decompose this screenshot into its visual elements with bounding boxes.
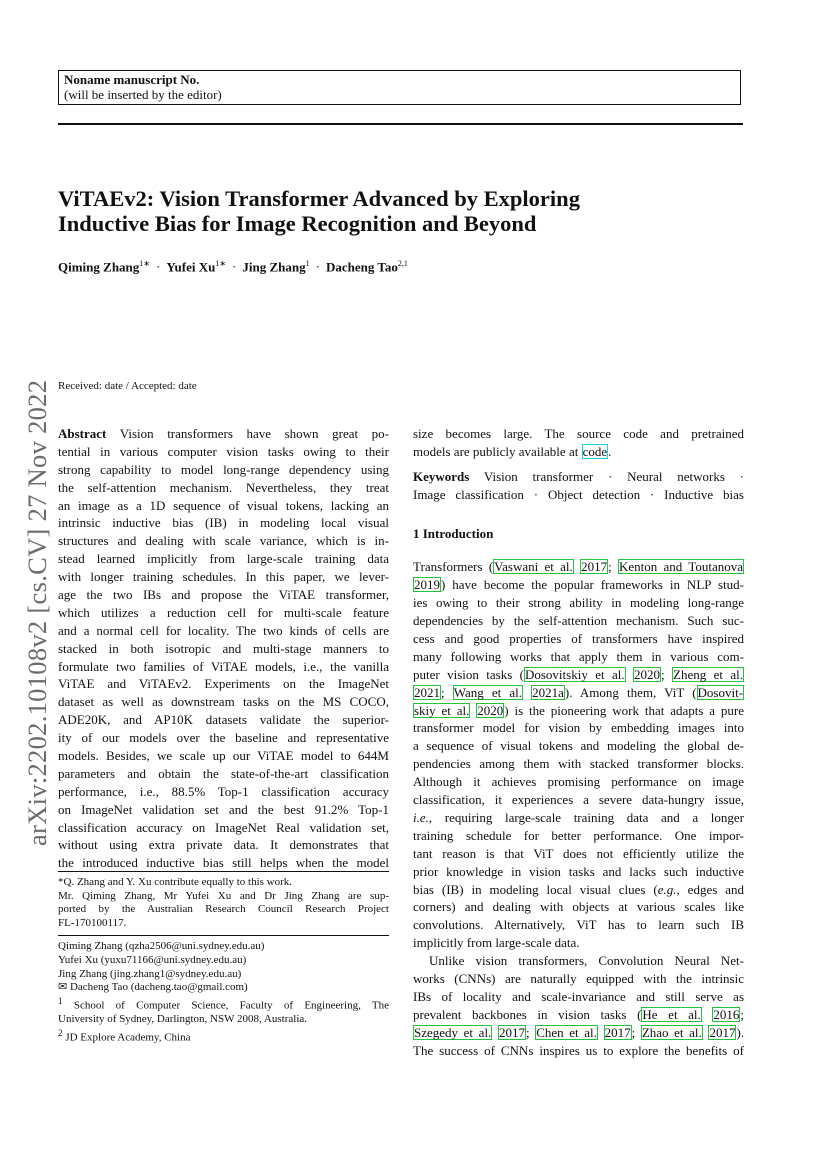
citation-link[interactable]: skiy et al. bbox=[414, 702, 470, 718]
right-column bbox=[413, 425, 744, 1059]
footnote-equal-contribution: *Q. Zhang and Y. Xu contribute equally to this work. bbox=[58, 876, 293, 888]
abstract-line: ADE20K, and AP10K datasets validate the superior- bbox=[58, 712, 389, 728]
title-line-1: ViTAEv2: Vision Transformer Advanced by Exploring bbox=[58, 186, 580, 211]
abstract-line: size becomes large. The source code and pretrained bbox=[413, 426, 744, 441]
author-email: Qiming Zhang (qzha2506@uni.sydney.edu.au) bbox=[58, 940, 265, 953]
keywords-label: Keywords bbox=[413, 468, 470, 484]
abstract-line: performance, i.e., 88.5% Top-1 classification accuracy bbox=[58, 783, 389, 799]
author-name: Dacheng Tao bbox=[325, 259, 398, 275]
author-affiliation: 1 bbox=[305, 259, 310, 268]
corresponding-author-email: ✉ Dacheng Tao (dacheng.tao@gmail.com) bbox=[58, 981, 248, 994]
abstract-line: formulate two families of ViTAE models, i.e., the vanilla bbox=[58, 658, 389, 674]
abstract-line: classification accuracy on ImageNet Real validation set, bbox=[58, 819, 389, 835]
author-affiliation: 2,1 bbox=[397, 259, 408, 268]
author-separator: · bbox=[232, 259, 237, 275]
author-email: Jing Zhang (jing.zhang1@sydney.edu.au) bbox=[58, 967, 242, 980]
abstract-line: stacked in both isotropic and multi-stage manners to bbox=[58, 640, 389, 656]
citation-link[interactable]: 2020 bbox=[634, 666, 660, 682]
abstract-line: parameters and obtain the state-of-the-art classification bbox=[58, 765, 389, 781]
abstract-line: and a normal cell for locality. The two kinds of cells are bbox=[58, 622, 389, 638]
affiliation-2: $^2$ JD Explore Academy, China bbox=[58, 1027, 191, 1044]
citation-link[interactable]: Vaswani et al. bbox=[494, 559, 573, 575]
paper-title bbox=[58, 186, 758, 236]
abstract-line: an image as a 1D sequence of visual tokens, lacking an bbox=[58, 497, 389, 513]
affiliation-1: $^1$ School of Computer Science, Faculty of Engineering, The bbox=[58, 995, 389, 1012]
intro-paragraph: Transformers (Vaswani et al. 2017; Kenton and Toutanova 2019) have become the popular frameworks in NLP stud- ies owing to their strong ability in modeling long-range dependencies by the self-attention mechanism. Such suc- cess and good properties of transformers have inspired many following works that apply them in various com- puter vision tasks (Dosovitskiy et al. 2020; Zheng et al. 2021; Wang et al. 2021a). Among them, ViT (Dosovit- skiy et al. 2020) is the pioneering work that adapts a pure transformer model for vision by embedding images into a sequence of visual tokens and modeling the global de- pendencies among them with stacked transformer blocks. Although it achieves promising performance on image classification, it experiences a severe data-hungry issue, i.e., requiring large-scale training data and a longer training schedule for better performance. One impor- tant reason is that ViT does not efficiently utilize the prior knowledge in vision tasks and lacks such inductive bias (IB) in modeling local visual clues (e.g., edges and corners) and dealing with objects at various scales like convolutions. Alternatively, ViT has to learn such IB implicitly from large-scale data. bbox=[413, 559, 745, 951]
citation-link[interactable]: 2021a bbox=[532, 684, 564, 700]
citation-link[interactable]: 2017 bbox=[498, 1024, 525, 1040]
author-name: Qiming Zhang bbox=[58, 259, 140, 275]
citation-link[interactable]: 2019 bbox=[414, 577, 440, 593]
citation-link[interactable]: He et al. bbox=[642, 1006, 701, 1022]
abstract-line: dataset as well as downstream tasks on the MS COCO, bbox=[58, 694, 389, 710]
citation-link[interactable]: 2020 bbox=[477, 702, 504, 718]
abstract-line: models. Besides, we scale up our ViTAE model to 644M bbox=[58, 748, 389, 764]
abstract-line: stead learned implicitly from large-scale training data bbox=[58, 551, 389, 567]
footnote-funding: Mr. Qiming Zhang, Mr Yufei Xu and Dr Jing Zhang are sup- bbox=[58, 889, 389, 902]
author-name: Jing Zhang bbox=[242, 259, 306, 275]
citation-link[interactable]: Chen et al. bbox=[536, 1024, 597, 1040]
abstract-line: age the two IBs and propose the ViTAE transformer, bbox=[58, 587, 389, 603]
abstract-line: intrinsic inductive bias (IB) in modeling local visual bbox=[58, 515, 389, 531]
citation-link[interactable]: Szegedy et al. bbox=[414, 1024, 492, 1040]
abstract bbox=[58, 425, 389, 872]
keywords: Image classification · Object detection · Inductive bias bbox=[413, 486, 744, 502]
abstract-label: Abstract bbox=[58, 426, 107, 441]
abstract-line: strong capability to model long-range dependency using bbox=[58, 461, 389, 477]
abstract-line: tential in various computer vision tasks owing to their bbox=[58, 443, 389, 459]
abstract-line: without using extra private data. It demonstrates that bbox=[58, 837, 389, 853]
abstract-line: structures and dealing with scale variance, which is in- bbox=[58, 533, 389, 549]
received-accepted-date: Received: date / Accepted: date bbox=[58, 380, 197, 392]
left-column bbox=[58, 425, 389, 872]
abstract-line: with longer training schedules. In this paper, we lever- bbox=[58, 569, 389, 585]
author-separator: · bbox=[315, 259, 320, 275]
title-line-2: Inductive Bias for Image Recognition and Beyond bbox=[58, 211, 537, 236]
citation-link[interactable]: 2016 bbox=[713, 1006, 740, 1022]
section-heading: 1 Introduction bbox=[413, 525, 494, 541]
arxiv-identifier-stamp: arXiv:2202.10108v2 [cs.CV] 27 Nov 2022 bbox=[22, 379, 52, 846]
citation-link[interactable]: 2017 bbox=[604, 1024, 631, 1040]
author-email: Yufei Xu (yuxu71166@uni.sydney.edu.au) bbox=[58, 953, 247, 966]
citation-link[interactable]: 2021 bbox=[414, 684, 440, 700]
abstract-line: Vision transformers have shown great po- bbox=[119, 426, 389, 441]
author-affiliation: 1∗ bbox=[139, 259, 150, 268]
citation-link[interactable]: Zheng et al. bbox=[673, 666, 744, 682]
citation-link[interactable]: Wang et al. bbox=[453, 684, 523, 700]
intro-paragraph: Unlike vision transformers, Convolution Neural Net- works (CNNs) are naturally equipped with the intrinsic IBs of locality and scale-invariance and still serve as prevalent backbones in vision tasks (He et al. 2016; Szegedy et al. 2017; Chen et al. 2017; Zhao et al. 2017). The success of CNNs inspires us to explore the benefits of bbox=[413, 953, 745, 1058]
abstract-line: which utilizes a reduction cell for multi-scale feature bbox=[58, 604, 389, 620]
manuscript-number: Noname manuscript No. bbox=[64, 72, 200, 87]
author-separator: · bbox=[155, 259, 161, 275]
footnotes bbox=[58, 866, 389, 1045]
footnote-funding: ported by the Australian Research Council Research Project bbox=[58, 903, 389, 916]
code-link[interactable]: code bbox=[582, 443, 608, 459]
citation-link[interactable]: Zhao et al. bbox=[641, 1024, 702, 1040]
affiliation-1: University of Sydney, Darlington, NSW 2008, Australia. bbox=[58, 1013, 308, 1025]
abstract-line: models are publicly available at code. bbox=[413, 443, 612, 459]
citation-link[interactable]: Dosovit- bbox=[697, 684, 744, 700]
abstract-line: the self-attention mechanism. Nevertheless, they treat bbox=[58, 479, 389, 495]
manuscript-note: (will be inserted by the editor) bbox=[64, 87, 222, 102]
citation-link[interactable]: 2017 bbox=[581, 559, 608, 575]
abstract-line: ity of our models over the baseline and representative bbox=[58, 730, 389, 746]
footnote-funding: FL-170100117. bbox=[58, 916, 127, 929]
manuscript-box bbox=[58, 70, 741, 105]
citation-link[interactable]: Dosovitskiy et al. bbox=[524, 666, 625, 682]
footnote-rule bbox=[58, 871, 389, 872]
citation-link[interactable]: Kenton and Toutanova bbox=[618, 559, 744, 575]
citation-link[interactable]: 2017 bbox=[709, 1024, 736, 1040]
author-affiliation: 1∗ bbox=[215, 259, 227, 268]
keywords: Keywords Vision transformer · Neural networks · bbox=[413, 468, 744, 484]
footnote-rule bbox=[58, 935, 389, 936]
header-rule bbox=[58, 123, 743, 125]
author-list bbox=[58, 259, 408, 275]
abstract-line: on ImageNet validation set and the best 91.2% Top-1 bbox=[58, 801, 389, 817]
abstract-line: ViTAE and ViTAEv2. Experiments on the ImageNet bbox=[58, 676, 389, 692]
author-name: Yufei Xu bbox=[166, 259, 216, 275]
abstract-line: the introduced inductive bias still helps when the model bbox=[58, 855, 389, 871]
